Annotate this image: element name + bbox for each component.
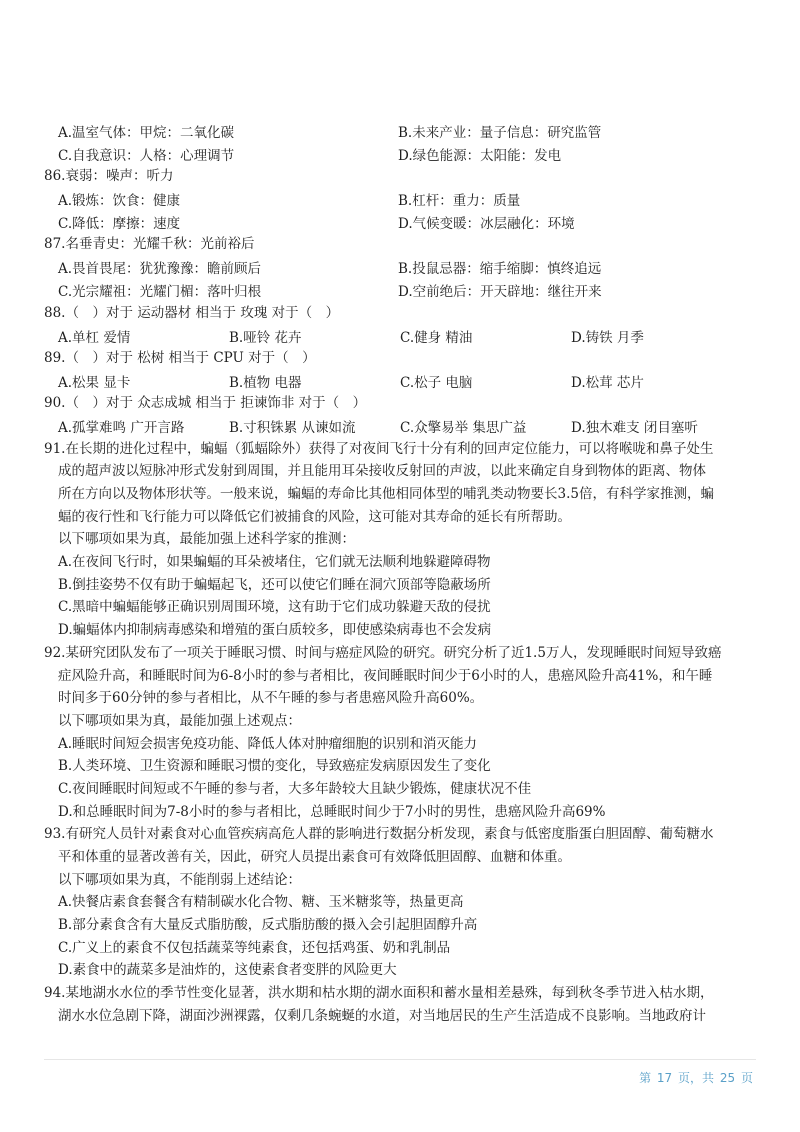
footer-prefix: 第 bbox=[639, 1071, 652, 1085]
q88-option-c: C.健身 精油 bbox=[400, 329, 473, 346]
q91-option-b: B.倒挂姿势不仅有助于蝙蝠起飞，还可以使它们睡在洞穴顶部等隐蔽场所 bbox=[58, 576, 491, 593]
q88-option-b: B.哑铃 花卉 bbox=[229, 329, 302, 346]
q93-question: 以下哪项如果为真，不能削弱上述结论： bbox=[58, 871, 301, 888]
q91-question: 以下哪项如果为真，最能加强上述科学家的推测： bbox=[58, 531, 355, 548]
q85-option-a: A.温室气体：甲烷：二氧化碳 bbox=[58, 125, 235, 142]
q88-option-d: D.铸铁 月季 bbox=[571, 329, 644, 346]
q92-option-b: B.人类环境、卫生资源和睡眠习惯的变化，导致癌症发病原因发生了变化 bbox=[58, 758, 491, 775]
page-footer bbox=[638, 1069, 754, 1086]
q91-stem-line-1: 91.在长期的进化过程中，蝙蝠（狐蝠除外）获得了对夜间飞行十分有利的回声定位能力，可以将喉咙和鼻子处生 bbox=[44, 440, 714, 457]
q86-option-d: D.气候变暖：冰层融化：环境 bbox=[398, 216, 575, 233]
q91-option-d: D.蝙蝠体内抑制病毒感染和增殖的蛋白质较多，即使感染病毒也不会发病 bbox=[58, 622, 492, 639]
q90-option-c: C.众擎易举 集思广益 bbox=[400, 420, 527, 437]
q85-option-c: C.自我意识：人格：心理调节 bbox=[58, 148, 235, 165]
q85-option-b: B.未来产业：量子信息：研究监管 bbox=[398, 125, 602, 142]
q89-option-b: B.植物 电器 bbox=[229, 374, 302, 391]
q90-options-row bbox=[44, 415, 759, 438]
q90-option-a: A.孤掌难鸣 广开言路 bbox=[58, 420, 185, 437]
q92-stem-line-2: 症风险升高，和睡眠时间为6-8小时的参与者相比，夜间睡眠时间少于6小时的人，患癌风险升高41%，和午睡 bbox=[58, 667, 713, 684]
q87-options-row-1 bbox=[44, 256, 759, 279]
q90-option-b: B.寸积铢累 从谏如流 bbox=[229, 420, 356, 437]
q91-option-c: C.黑暗中蝙蝠能够正确识别周围环境，这有助于它们成功躲避天敌的侵扰 bbox=[58, 599, 491, 616]
q85-options-row-2 bbox=[44, 143, 759, 166]
q88-option-a: A.单杠 爱情 bbox=[58, 329, 131, 346]
q89-stem: 89.（ ）对于 松树 相当于 CPU 对于（ ） bbox=[44, 349, 316, 366]
q87-option-d: D.空前绝后：开天辟地：继往开来 bbox=[398, 284, 602, 301]
current-page-number: 17 bbox=[656, 1071, 673, 1085]
q88-options-row bbox=[44, 324, 759, 347]
q92-option-a: A.睡眠时间短会损害免疫功能、降低人体对肿瘤细胞的识别和消灭能力 bbox=[58, 735, 478, 752]
q87-option-b: B.投鼠忌器：缩手缩脚：慎终追远 bbox=[398, 261, 602, 278]
q91-stem-line-3: 所在方向以及物体形状等。一般来说，蝙蝠的寿命比其他相同体型的哺乳类动物要长3.5倍，有科学家推测，蝙 bbox=[58, 486, 714, 502]
q93-option-b: B.部分素食含有大量反式脂肪酸，反式脂肪酸的摄入会引起胆固醇升高 bbox=[58, 917, 478, 934]
q93-option-a: A.快餐店素食套餐含有精制碳水化合物、糖、玉米糖浆等，热量更高 bbox=[58, 894, 464, 911]
footer-divider bbox=[44, 1059, 756, 1060]
q87-option-a: A.畏首畏尾：犹犹豫豫：瞻前顾后 bbox=[58, 261, 262, 278]
q89-options-row bbox=[44, 370, 759, 393]
q92-option-d: D.和总睡眠时间为7-8小时的参与者相比，总睡眠时间少于7小时的男性，患癌风险升高69% bbox=[58, 803, 606, 820]
q89-option-d: D.松茸 芯片 bbox=[571, 374, 644, 391]
footer-mid: 页，共 bbox=[678, 1071, 715, 1085]
q91-option-a: A.在夜间飞行时，如果蝙蝠的耳朵被堵住，它们就无法顺利地躲避障碍物 bbox=[58, 554, 491, 571]
q92-stem-line-3: 时间多于60分钟的参与者相比，从不午睡的参与者患癌风险升高60%。 bbox=[58, 690, 484, 707]
q92-question: 以下哪项如果为真，最能加强上述观点： bbox=[58, 712, 301, 729]
q89-option-a: A.松果 显卡 bbox=[58, 374, 131, 391]
q91-stem-line-2: 成的超声波以短脉冲形式发射到周围，并且能用耳朵接收反射回的声波，以此来确定自身到物体的距离、物体 bbox=[58, 463, 706, 480]
page-content bbox=[44, 120, 759, 1028]
q92-option-c: C.夜间睡眠时间短或不午睡的参与者，大多年龄较大且缺少锻炼，健康状况不佳 bbox=[58, 780, 532, 797]
q85-options-row-1 bbox=[44, 120, 759, 143]
q86-option-c: C.降低：摩擦：速度 bbox=[58, 216, 181, 233]
q87-options-row-2 bbox=[44, 279, 759, 302]
q86-option-a: A.锻炼：饮食：健康 bbox=[58, 193, 181, 210]
q94-stem-line-2: 湖水水位急剧下降，湖面沙洲裸露，仅剩几条蜿蜒的水道，对当地居民的生产生活造成不良影响。当地政府计 bbox=[58, 1007, 706, 1024]
footer-suffix: 页 bbox=[740, 1071, 753, 1085]
q86-options-row-2 bbox=[44, 211, 759, 234]
q86-stem: 86.衰弱：噪声：听力 bbox=[44, 168, 174, 185]
q93-stem-line-2: 平和体重的显著改善有关，因此，研究人员提出素食可有效降低胆固醇、血糖和体重。 bbox=[58, 849, 571, 865]
q90-stem: 90.（ ）对于 众志成城 相当于 拒谏饰非 对于（ ） bbox=[44, 395, 367, 412]
q86-option-b: B.杠杆：重力：质量 bbox=[398, 193, 521, 210]
q93-stem-line-1: 93.有研究人员针对素食对心血管疾病高危人群的影响进行数据分析发现，素食与低密度脂蛋白胆固醇、葡萄糖水 bbox=[44, 826, 714, 843]
q87-option-c: C.光宗耀祖：光耀门楣：落叶归根 bbox=[58, 284, 262, 301]
q88-stem: 88.（ ）对于 运动器材 相当于 玫瑰 对于（ ） bbox=[44, 304, 340, 321]
q93-option-c: C.广义上的素食不仅包括蔬菜等纯素食，还包括鸡蛋、奶和乳制品 bbox=[58, 939, 451, 956]
q87-stem: 87.名垂青史：光耀千秋：光前裕后 bbox=[44, 236, 255, 253]
q90-option-d: D.独木难支 闭目塞听 bbox=[571, 420, 698, 437]
q89-option-c: C.松子 电脑 bbox=[400, 374, 473, 391]
q94-stem-line-1: 94.某地湖水水位的季节性变化显著，洪水期和枯水期的湖水面积和蓄水量相差悬殊，每到秋冬季节进入枯水期， bbox=[44, 985, 714, 1002]
q85-option-d: D.绿色能源：太阳能：发电 bbox=[398, 148, 562, 165]
q93-option-d: D.素食中的蔬菜多是油炸的，这使素食者变胖的风险更大 bbox=[58, 962, 397, 979]
total-page-count: 25 bbox=[719, 1071, 736, 1085]
q86-options-row-1 bbox=[44, 188, 759, 211]
q92-stem-line-1: 92.某研究团队发布了一项关于睡眠习惯、时间与癌症风险的研究。研究分析了近1.5万人，发现睡眠时间短导致癌 bbox=[44, 644, 722, 661]
q91-stem-line-4: 蝠的夜行性和飞行能力可以降低它们被捕食的风险，这可能对其寿命的延长有所帮助。 bbox=[58, 508, 571, 525]
